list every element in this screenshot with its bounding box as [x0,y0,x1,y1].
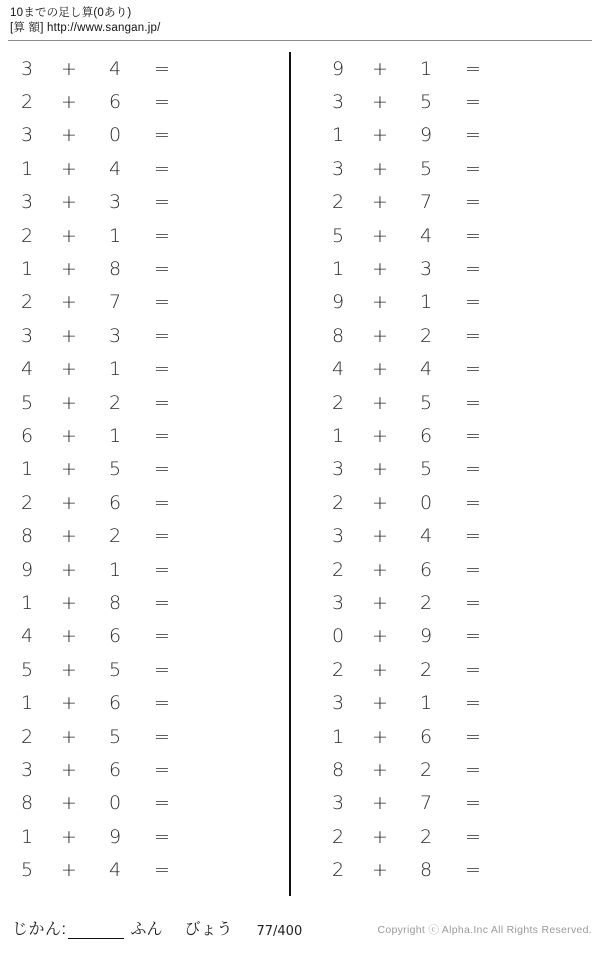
equals-symbol: = [154,258,170,281]
problem-row [311,753,600,786]
equals-symbol: = [465,424,481,447]
problem-row [0,152,289,185]
operand-b: 5 [108,458,122,481]
operand-a: 4 [20,358,34,381]
problem-row [311,519,600,552]
operand-a: 3 [331,525,345,548]
problem-row [0,620,289,653]
equals-symbol: = [465,258,481,281]
operand-a: 1 [20,692,34,715]
operand-a: 3 [20,124,34,147]
equals-symbol: = [465,625,481,648]
equals-symbol: = [154,558,170,581]
problem-row [311,453,600,486]
operator-symbol: + [372,57,388,80]
problem-row [0,453,289,486]
operand-b: 7 [108,291,122,314]
operand-a: 3 [20,57,34,80]
equals-symbol: = [465,57,481,80]
operand-a: 3 [20,191,34,214]
equals-symbol: = [465,157,481,180]
equals-symbol: = [465,825,481,848]
operand-a: 8 [331,324,345,347]
operand-a: 2 [20,725,34,748]
page-title: 10までの足し算(0あり) [10,7,132,19]
operand-b: 8 [108,591,122,614]
operator-symbol: + [61,358,77,381]
operand-a: 3 [331,157,345,180]
equals-symbol: = [154,424,170,447]
operator-symbol: + [61,324,77,347]
operand-b: 7 [419,191,433,214]
operator-symbol: + [372,458,388,481]
problem-row [0,653,289,686]
operator-symbol: + [61,91,77,114]
problem-row [311,586,600,619]
column-divider [289,52,291,896]
equals-symbol: = [154,625,170,648]
operator-symbol: + [372,224,388,247]
operand-a: 6 [20,424,34,447]
operand-a: 9 [331,291,345,314]
operator-symbol: + [372,324,388,347]
equals-symbol: = [154,525,170,548]
equals-symbol: = [465,758,481,781]
operand-b: 2 [419,658,433,681]
equals-symbol: = [465,191,481,214]
operand-b: 5 [419,458,433,481]
equals-symbol: = [465,124,481,147]
operand-a: 2 [20,224,34,247]
operand-b: 4 [419,224,433,247]
operand-a: 2 [331,859,345,882]
problem-row [311,853,600,886]
equals-symbol: = [154,825,170,848]
problem-row [311,219,600,252]
operand-b: 0 [419,491,433,514]
operand-a: 1 [20,591,34,614]
problem-row [311,820,600,853]
operator-symbol: + [372,424,388,447]
operand-b: 0 [108,792,122,815]
equals-symbol: = [154,591,170,614]
problem-row [311,686,600,719]
operand-a: 1 [331,124,345,147]
equals-symbol: = [465,591,481,614]
operand-a: 1 [331,725,345,748]
equals-symbol: = [154,157,170,180]
operand-a: 1 [20,157,34,180]
operand-a: 2 [331,558,345,581]
problem-row [0,787,289,820]
operand-b: 0 [108,124,122,147]
page-header [10,6,590,36]
problem-row [0,219,289,252]
operand-a: 9 [331,57,345,80]
operator-symbol: + [372,758,388,781]
operator-symbol: + [372,792,388,815]
equals-symbol: = [154,725,170,748]
equals-symbol: = [154,191,170,214]
equals-symbol: = [465,324,481,347]
operator-symbol: + [61,224,77,247]
problem-row [311,419,600,452]
equals-symbol: = [154,391,170,414]
problem-row [0,186,289,219]
problem-row [311,152,600,185]
operand-a: 1 [331,424,345,447]
operator-symbol: + [372,859,388,882]
operand-b: 2 [419,324,433,347]
operator-symbol: + [61,558,77,581]
operand-a: 2 [331,658,345,681]
problem-row [311,386,600,419]
equals-symbol: = [465,224,481,247]
operator-symbol: + [61,391,77,414]
equals-symbol: = [465,458,481,481]
problem-row [311,486,600,519]
problem-row [311,620,600,653]
operator-symbol: + [372,625,388,648]
problem-row [0,720,289,753]
operand-a: 1 [20,825,34,848]
operator-symbol: + [61,525,77,548]
operand-b: 8 [419,859,433,882]
operand-b: 4 [108,859,122,882]
operand-b: 5 [419,157,433,180]
operand-b: 4 [108,57,122,80]
problem-row [311,85,600,118]
operand-a: 2 [331,191,345,214]
problem-row [311,720,600,753]
equals-symbol: = [465,692,481,715]
problem-row [311,252,600,285]
operand-b: 6 [419,725,433,748]
problem-row [311,186,600,219]
seconds-unit: びょう [184,921,233,938]
operand-b: 3 [419,258,433,281]
operand-b: 8 [108,258,122,281]
operand-b: 5 [419,391,433,414]
operator-symbol: + [61,591,77,614]
operand-b: 2 [419,591,433,614]
operator-symbol: + [372,124,388,147]
operand-a: 3 [331,91,345,114]
equals-symbol: = [154,291,170,314]
operator-symbol: + [372,825,388,848]
operator-symbol: + [372,725,388,748]
problem-row [0,386,289,419]
problem-row [0,286,289,319]
operand-a: 2 [331,825,345,848]
operand-a: 2 [20,91,34,114]
minutes-blank[interactable] [68,921,124,939]
time-entry [12,916,302,939]
operator-symbol: + [61,792,77,815]
operand-b: 4 [419,358,433,381]
operator-symbol: + [372,157,388,180]
header-divider [8,40,592,41]
operand-b: 7 [419,792,433,815]
operator-symbol: + [61,424,77,447]
operand-b: 1 [419,291,433,314]
problem-row [311,787,600,820]
problem-row [0,85,289,118]
operand-b: 6 [108,758,122,781]
equals-symbol: = [465,291,481,314]
operand-b: 9 [419,124,433,147]
operator-symbol: + [372,525,388,548]
operand-a: 5 [20,859,34,882]
operand-a: 1 [331,258,345,281]
operator-symbol: + [372,91,388,114]
operand-b: 3 [108,191,122,214]
operand-b: 1 [108,424,122,447]
operator-symbol: + [61,825,77,848]
time-label: じかん: [12,921,67,938]
operand-a: 2 [331,491,345,514]
problem-row [0,853,289,886]
equals-symbol: = [465,491,481,514]
problem-row [0,686,289,719]
operator-symbol: + [61,291,77,314]
operand-a: 3 [331,692,345,715]
problem-row [0,486,289,519]
page-number: 77/400 [256,924,303,939]
operator-symbol: + [372,692,388,715]
equals-symbol: = [465,391,481,414]
operand-a: 4 [20,625,34,648]
operand-b: 1 [419,692,433,715]
problem-row [0,519,289,552]
operand-a: 4 [331,358,345,381]
operator-symbol: + [372,258,388,281]
operand-a: 5 [20,391,34,414]
equals-symbol: = [154,758,170,781]
problem-row [311,119,600,152]
operand-b: 6 [108,692,122,715]
operand-a: 2 [20,491,34,514]
operand-a: 8 [331,758,345,781]
operand-a: 5 [331,224,345,247]
operand-b: 5 [108,658,122,681]
operand-b: 1 [108,558,122,581]
operand-b: 6 [108,91,122,114]
operand-a: 5 [20,658,34,681]
minutes-unit: ふん [130,921,163,938]
problem-row [0,319,289,352]
equals-symbol: = [465,525,481,548]
operator-symbol: + [61,191,77,214]
operand-a: 1 [20,458,34,481]
operator-symbol: + [61,692,77,715]
operand-b: 6 [108,625,122,648]
operand-a: 8 [20,525,34,548]
problem-row [311,553,600,586]
equals-symbol: = [154,224,170,247]
operand-a: 0 [331,625,345,648]
operand-b: 5 [108,725,122,748]
operand-b: 6 [108,491,122,514]
operand-b: 4 [419,525,433,548]
problem-row [0,353,289,386]
page-source-url: [算 額] http://www.sangan.jp/ [10,22,161,34]
operator-symbol: + [372,358,388,381]
operand-b: 1 [108,358,122,381]
equals-symbol: = [465,658,481,681]
operand-b: 1 [419,57,433,80]
problem-row [0,586,289,619]
operand-a: 3 [20,758,34,781]
page-footer [0,911,600,941]
operand-b: 9 [108,825,122,848]
problem-row [311,653,600,686]
operator-symbol: + [61,725,77,748]
equals-symbol: = [154,658,170,681]
problem-row [0,119,289,152]
operator-symbol: + [61,491,77,514]
operator-symbol: + [61,258,77,281]
operator-symbol: + [372,658,388,681]
problem-row [0,419,289,452]
problem-row [311,52,600,85]
operator-symbol: + [61,458,77,481]
operand-b: 4 [108,157,122,180]
problem-row [0,820,289,853]
operator-symbol: + [372,491,388,514]
equals-symbol: = [465,792,481,815]
operand-b: 9 [419,625,433,648]
problem-row [311,286,600,319]
equals-symbol: = [154,324,170,347]
equals-symbol: = [154,57,170,80]
operator-symbol: + [61,124,77,147]
operator-symbol: + [61,625,77,648]
equals-symbol: = [465,91,481,114]
problem-row [0,553,289,586]
operand-a: 3 [331,591,345,614]
equals-symbol: = [465,558,481,581]
operand-a: 9 [20,558,34,581]
operand-a: 2 [20,291,34,314]
operator-symbol: + [61,658,77,681]
operand-b: 1 [108,224,122,247]
operand-b: 2 [419,758,433,781]
operator-symbol: + [61,57,77,80]
operand-b: 6 [419,558,433,581]
operator-symbol: + [372,191,388,214]
problems-column-left [0,48,289,908]
operand-b: 2 [108,391,122,414]
operand-b: 6 [419,424,433,447]
operand-a: 8 [20,792,34,815]
equals-symbol: = [154,692,170,715]
equals-symbol: = [465,358,481,381]
operand-a: 2 [331,391,345,414]
equals-symbol: = [154,124,170,147]
operator-symbol: + [61,859,77,882]
operator-symbol: + [372,291,388,314]
equals-symbol: = [154,491,170,514]
problem-row [311,319,600,352]
operand-b: 3 [108,324,122,347]
equals-symbol: = [465,859,481,882]
operator-symbol: + [372,391,388,414]
equals-symbol: = [154,91,170,114]
problem-row [311,353,600,386]
operator-symbol: + [372,591,388,614]
operand-a: 1 [20,258,34,281]
equals-symbol: = [154,358,170,381]
equals-symbol: = [154,859,170,882]
operand-a: 3 [20,324,34,347]
operand-b: 2 [419,825,433,848]
operator-symbol: + [61,758,77,781]
operand-a: 3 [331,458,345,481]
operator-symbol: + [372,558,388,581]
operator-symbol: + [61,157,77,180]
problem-row [0,252,289,285]
equals-symbol: = [465,725,481,748]
problem-row [0,52,289,85]
problems-area [0,48,600,908]
problems-column-right [289,48,600,908]
operand-b: 5 [419,91,433,114]
equals-symbol: = [154,792,170,815]
operand-b: 2 [108,525,122,548]
equals-symbol: = [154,458,170,481]
operand-a: 3 [331,792,345,815]
problem-row [0,753,289,786]
copyright-notice: Copyright ⓒ Alpha.Inc All Rights Reserved. [377,924,592,936]
